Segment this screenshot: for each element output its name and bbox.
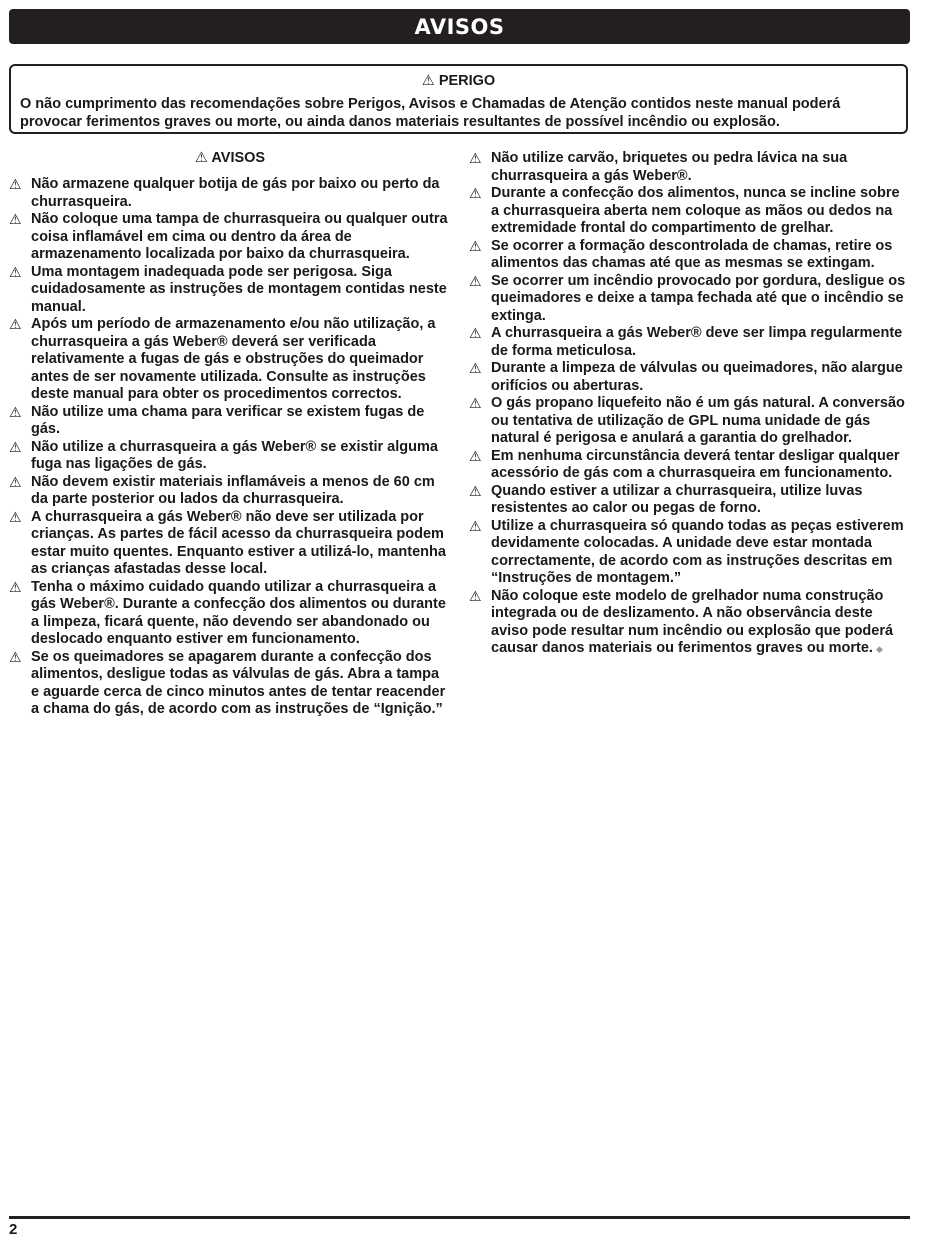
warnings-left-list xyxy=(9,176,451,719)
warning-item xyxy=(469,150,911,185)
warning-item-wrapper xyxy=(31,649,451,719)
warning-item xyxy=(469,185,911,238)
warning-item-wrapper xyxy=(31,509,451,579)
warning-icon: ⚠ xyxy=(469,517,482,534)
footer-rule xyxy=(9,1216,910,1219)
warning-item-wrapper xyxy=(31,439,451,474)
warning-item-text: Não armazene qualquer botija de gás por baixo ou perto da churrasqueira. xyxy=(31,176,440,210)
warning-icon: ⚠ xyxy=(469,395,482,411)
page-title: AVISOS xyxy=(414,14,505,39)
warnings-right-list xyxy=(469,150,911,659)
warning-item-wrapper xyxy=(31,211,451,264)
danger-heading-label: PERIGO xyxy=(438,73,496,89)
warnings-left-column xyxy=(9,150,451,719)
warning-icon: ⚠ xyxy=(9,578,22,595)
warning-item xyxy=(9,176,451,211)
warning-item-text: O gás propano liquefeito não é um gás natural. A conversão ou tentativa de utilização de GPL numa unidade de gás natural é perigosa e anulará a garantia do grelhador. xyxy=(491,395,905,446)
warning-item-text: Tenha o máximo cuidado quando utilizar a churrasqueira a gás Weber®. Durante a confecção dos alimentos ou durante a limpeza, ficará quente, não devendo ser abandonado ou deslocado enquanto estiver em funcionamento. xyxy=(31,578,446,647)
warning-item-text: Utilize a churrasqueira só quando todas as peças estiverem devidamente colocadas. A unidade deve estar montada correctamente, de acordo com as instruções descritas em “Instruções de montagem.” xyxy=(491,517,904,586)
warning-item xyxy=(9,211,451,264)
warnings-heading-label: AVISOS xyxy=(211,150,266,166)
page-number: 2 xyxy=(9,1221,18,1238)
warning-item-text: Uma montagem inadequada pode ser perigosa. Siga cuidadosamente as instruções de montagem contidas neste manual. xyxy=(31,263,447,315)
warning-item-wrapper xyxy=(31,176,451,211)
warning-icon: ⚠ xyxy=(469,482,482,499)
warning-item-text: Durante a confecção dos alimentos, nunca se incline sobre a churrasqueira aberta nem coloque as mãos ou dedos na extremidade frontal do compartimento de grelhar. xyxy=(491,185,900,236)
warning-item xyxy=(9,474,451,509)
warning-icon: ⚠ xyxy=(469,185,482,201)
warnings-heading xyxy=(9,150,451,167)
warning-item-wrapper xyxy=(491,185,911,238)
warning-item-text: Após um período de armazenamento e/ou não utilização, a churrasqueira a gás Weber® deverá ser verificada relativamente a fugas de gás e obstruções do queimador antes de ser novamente utilizada. Consulte as instruções deste manual para obter os procedimentos correctos. xyxy=(31,316,436,402)
warning-icon: ⚠ xyxy=(469,360,482,376)
warning-item xyxy=(9,264,451,317)
warning-item xyxy=(9,509,451,579)
warning-item xyxy=(9,316,451,404)
warning-item-wrapper xyxy=(31,316,451,404)
warning-item xyxy=(469,518,911,588)
warning-item-text: Não devem existir materiais inflamáveis a menos de 60 cm da parte posterior ou lados da churrasqueira. xyxy=(31,473,435,507)
warning-item-wrapper xyxy=(491,395,911,448)
warning-item-text: Em nenhuma circunstância deverá tentar desligar qualquer acessório de gás com a churrasqueira em funcionamento. xyxy=(491,447,900,481)
warning-item-wrapper xyxy=(31,404,451,439)
warning-item-text: Durante a limpeza de válvulas ou queimadores, não alargue orifícios ou aberturas. xyxy=(491,360,903,394)
warning-item-text: Não coloque este modelo de grelhador numa construção integrada ou de deslizamento. A não observância deste aviso pode resultar num incêndio ou explosão que poderá causar danos materiais ou ferimentos graves ou morte. xyxy=(491,587,894,656)
warning-icon: ⚠ xyxy=(194,150,208,166)
warning-item xyxy=(469,238,911,273)
warning-item-wrapper xyxy=(31,264,451,317)
warning-icon: ⚠ xyxy=(469,272,482,289)
warning-item xyxy=(9,439,451,474)
warning-item xyxy=(469,395,911,448)
end-mark-icon: ◆ xyxy=(875,644,883,654)
warning-item-wrapper xyxy=(491,360,911,395)
warning-item xyxy=(469,273,911,326)
warning-item xyxy=(469,325,911,360)
warning-item-wrapper xyxy=(491,273,911,326)
warning-item-wrapper xyxy=(491,448,911,483)
warning-item-wrapper xyxy=(491,588,911,659)
warning-icon: ⚠ xyxy=(9,263,22,280)
danger-text: O não cumprimento das recomendações sobre Perigos, Avisos e Chamadas de Atenção contidos neste manual poderá provocar ferimentos graves ou morte, ou ainda danos materiais resultantes de possível incêndio ou explosão. xyxy=(20,96,841,130)
warning-icon: ⚠ xyxy=(9,316,22,332)
warning-item xyxy=(469,483,911,518)
warning-item xyxy=(9,649,451,719)
warning-icon: ⚠ xyxy=(469,325,482,341)
warning-icon: ⚠ xyxy=(9,403,22,420)
warning-item-text: Não utilize uma chama para verificar se existem fugas de gás. xyxy=(31,403,425,437)
warning-item-text: Não utilize carvão, briquetes ou pedra lávica na sua churrasqueira a gás Weber®. xyxy=(491,150,848,184)
warning-icon: ⚠ xyxy=(421,73,435,89)
warning-item xyxy=(469,360,911,395)
warning-item-wrapper xyxy=(31,579,451,649)
warning-item-wrapper xyxy=(491,238,911,273)
warning-icon: ⚠ xyxy=(9,211,22,227)
warnings-right-column xyxy=(469,150,911,659)
warning-item xyxy=(469,448,911,483)
warning-item xyxy=(9,579,451,649)
warning-item-wrapper xyxy=(491,518,911,588)
warning-icon: ⚠ xyxy=(469,587,482,604)
warning-item-text: Não coloque uma tampa de churrasqueira ou qualquer outra coisa inflamável em cima ou dentro da área de armazenamento localizada por baixo da churrasqueira. xyxy=(31,211,448,262)
warning-icon: ⚠ xyxy=(9,176,22,192)
warning-item-text: Se ocorrer um incêndio provocado por gordura, desligue os queimadores e deixe a tampa fechada até que o incêndio se extinga. xyxy=(491,272,906,324)
warning-item-text: Não utilize a churrasqueira a gás Weber® se existir alguma fuga nas ligações de gás. xyxy=(31,438,438,472)
warning-icon: ⚠ xyxy=(9,473,22,490)
warning-icon: ⚠ xyxy=(9,648,22,665)
warning-icon: ⚠ xyxy=(9,438,22,455)
warning-icon: ⚠ xyxy=(9,508,22,525)
warning-item xyxy=(9,404,451,439)
warning-item-wrapper xyxy=(31,474,451,509)
warning-item-wrapper xyxy=(491,325,911,360)
warning-item-text: Se ocorrer a formação descontrolada de chamas, retire os alimentos das chamas até que as mesmas se extingam. xyxy=(491,237,893,271)
danger-heading xyxy=(20,72,897,90)
warning-icon: ⚠ xyxy=(469,237,482,254)
warning-icon: ⚠ xyxy=(469,150,482,166)
warning-item-wrapper xyxy=(491,150,911,185)
warning-item-wrapper xyxy=(491,483,911,518)
warning-item-text: A churrasqueira a gás Weber® deve ser limpa regularmente de forma meticulosa. xyxy=(491,325,903,359)
warning-item xyxy=(469,588,911,659)
warning-item-text: Se os queimadores se apagarem durante a confecção dos alimentos, desligue todas as válvulas de gás. Abra a tampa e aguarde cerca de cinco minutos antes de tentar reacender a chama do gás, de acordo com as instruções de “Ignição.” xyxy=(31,648,446,717)
header-bar xyxy=(9,9,910,44)
danger-box xyxy=(9,64,908,134)
warning-icon: ⚠ xyxy=(469,447,482,464)
warning-item-text: A churrasqueira a gás Weber® não deve ser utilizada por crianças. As partes de fácil acesso da churrasqueira podem estar muito quentes. Enquanto estiver a utilizá-lo, mantenha as crianças afastadas desse local. xyxy=(31,508,446,577)
warning-item-text: Quando estiver a utilizar a churrasqueira, utilize luvas resistentes ao calor ou pegas de forno. xyxy=(491,482,863,516)
